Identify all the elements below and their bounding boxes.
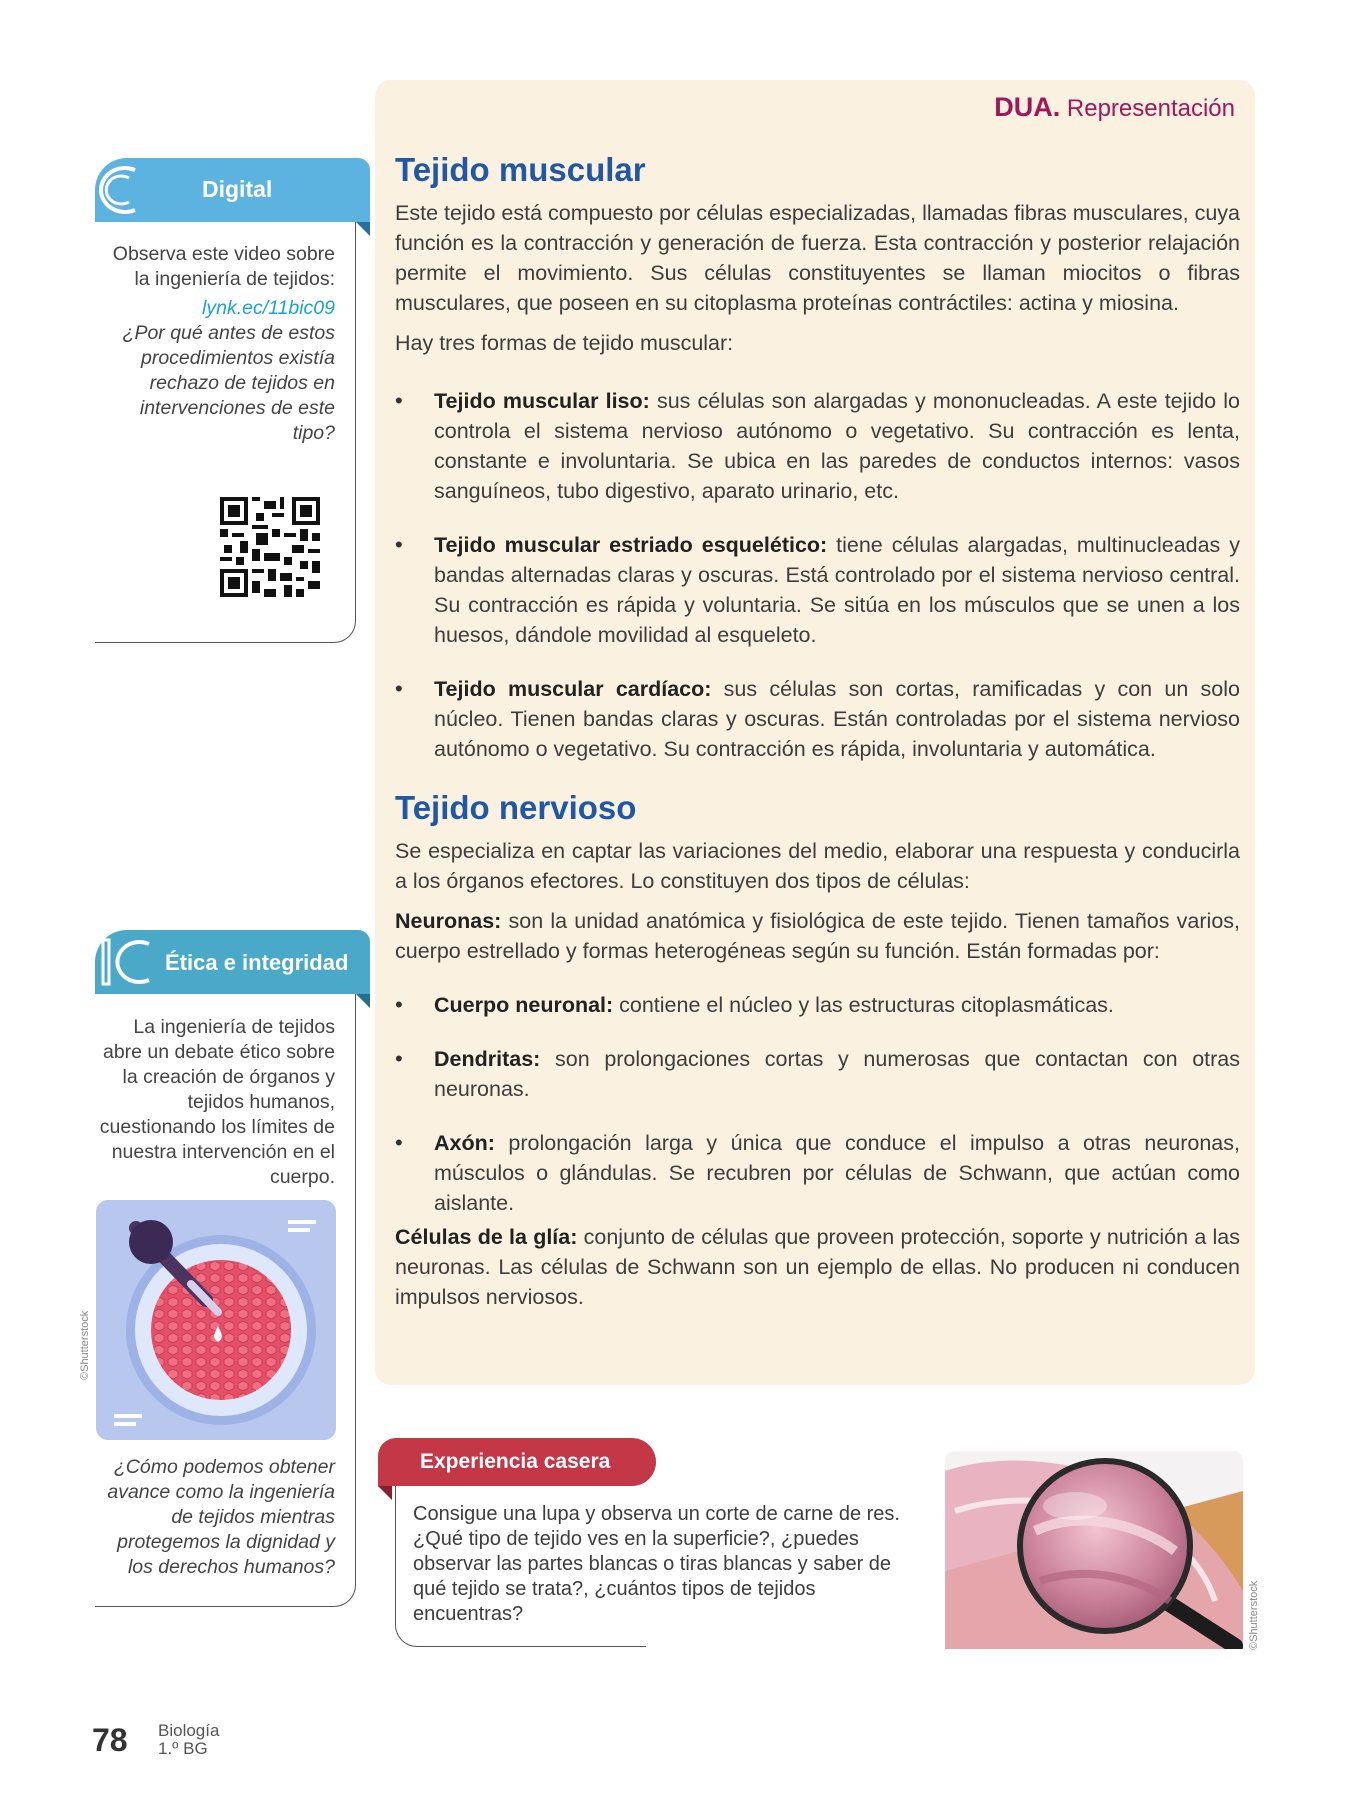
- glia-text: conjunto de células que proveen protección, soporte y nutrición a las neuronas. Las células de Schwann son un ejemplo de ellas. No producen ni conducen impulsos nerviosos.: [395, 1225, 1240, 1309]
- list-item: [395, 1044, 1240, 1104]
- footer-grade: 1.º BG: [158, 1739, 208, 1758]
- neuronas-paragraph: [395, 906, 1240, 966]
- muscular-intro: Este tejido está compuesto por células especializadas, llamadas fibras musculares, cuya función es la contracción y generación de fuerza. Esta contracción y posterior relajación permite el movimiento. Sus células constituyentes se llaman miocitos o fibras musculares, que poseen en su citoplasma proteínas contráctiles: actina y miosina.: [395, 201, 1240, 315]
- digital-text: [95, 242, 335, 446]
- etica-text: La ingeniería de tejidos abre un debate ético sobre la creación de órganos y tejidos humanos, cuestionando los límites de nuestra intervención en el cuerpo.: [99, 1016, 335, 1188]
- list-item-text: contiene el núcleo y las estructuras citoplasmáticas.: [613, 993, 1114, 1017]
- list-item-lead: Axón:: [434, 1131, 495, 1155]
- experiencia-text: Consigue una lupa y observa un corte de carne de res. ¿Qué tipo de tejido ves en la superficie?, ¿puedes observar las partes blancas o tiras blancas y saber de qué tejido se trata?, ¿cuántos tipos de tejidos encuentras?: [413, 1503, 900, 1625]
- digital-question: ¿Por qué antes de estos procedimientos existía rechazo de tejidos en intervenciones de este tipo?: [122, 322, 335, 444]
- list-item: [395, 386, 1240, 506]
- neuronas-text: son la unidad anatómica y fisiológica de este tejido. Tienen tamaños varios, cuerpo estrellado y formas heterogéneas según su función. Están formadas por:: [395, 909, 1240, 963]
- list-item-text: sus células son cortas, ramificadas y con un solo núcleo. Tienen bandas claras y oscuras. Están controladas por el sistema nervioso autónomo o vegetativo. Su contracción es rápida, involuntaria y automática.: [434, 677, 1240, 761]
- list-item: [395, 990, 1240, 1020]
- digital-title: Digital: [202, 176, 273, 202]
- list-item: [395, 674, 1240, 764]
- etica-image-credit: ©Shutterstock: [79, 1310, 91, 1380]
- list-item-text: prolongación larga y única que conduce el impulso a otras neuronas, músculos o glándulas. Se recubren por células de Schwann, que actúan como aislante.: [434, 1131, 1240, 1215]
- etica-header: [95, 930, 370, 994]
- nervioso-intro: Se especializa en captar las variaciones del medio, elaborar una respuesta y conducirla a los órganos efectores. Lo constituyen dos tipos de células:: [395, 839, 1240, 893]
- footer-subject: Biología: [158, 1721, 220, 1740]
- etica-question: ¿Cómo podemos obtener avance como la ingeniería de tejidos mientras protegemos la dignidad y los derechos humanos?: [107, 1456, 335, 1578]
- digital-description: Observa este video sobre la ingeniería de tejidos:: [112, 243, 335, 290]
- main-content: [395, 150, 1240, 1322]
- glia-lead: Células de la glía:: [395, 1225, 578, 1249]
- list-item-lead: Dendritas:: [434, 1047, 541, 1071]
- experiencia-notch: [378, 1486, 392, 1500]
- digital-notch: [356, 222, 370, 236]
- list-item-text: tiene células alargadas, multinucleadas y bandas alternadas claras y oscuras. Está controlado por el sistema nervioso central. Su contracción es rápida y voluntaria. Se sitúa en los músculos que se unen a los huesos, dándole movilidad al esqueleto.: [434, 533, 1240, 647]
- etica-title: Ética e integridad: [165, 950, 349, 975]
- experiencia-tag: Experiencia casera: [378, 1438, 656, 1486]
- etica-notch: [356, 994, 370, 1008]
- tissue-petri-dish-illustration: [96, 1200, 336, 1440]
- neurona-parts-list: [395, 990, 1240, 1218]
- dua-rest: Representación: [1060, 95, 1235, 122]
- muscular-forms-intro: Hay tres formas de tejido muscular:: [395, 331, 734, 355]
- digital-c-icon: [95, 162, 145, 218]
- experiencia-image-credit: ©Shutterstock: [1248, 1580, 1260, 1650]
- dua-bold: DUA.: [994, 92, 1061, 122]
- section-title-nervioso: Tejido nervioso: [395, 789, 637, 826]
- etica-ic-icon: [97, 934, 157, 990]
- list-item: [395, 530, 1240, 650]
- list-item-text: sus células son alargadas y mononucleadas. A este tejido lo controla el sistema nervioso autónomo o vegetativo. Su contracción es lenta, constante e involuntaria. Se ubica en las paredes de conductos internos: vasos sanguíneos, tubo digestivo, aparato urinario, etc.: [434, 389, 1240, 503]
- footer-subject-block: [158, 1722, 219, 1758]
- list-item-lead: Tejido muscular liso:: [434, 389, 650, 413]
- meat-magnifier-photo: [945, 1451, 1243, 1649]
- glia-paragraph: [395, 1222, 1240, 1312]
- muscular-list: [395, 386, 1240, 764]
- section-title-muscular: Tejido muscular: [395, 151, 646, 188]
- list-item-lead: Tejido muscular estriado esquelético:: [434, 533, 828, 557]
- neuronas-lead: Neuronas:: [395, 909, 502, 933]
- list-item: [395, 1128, 1240, 1218]
- list-item-lead: Cuerpo neuronal:: [434, 993, 614, 1017]
- digital-link[interactable]: lynk.ec/11bic09: [202, 297, 335, 319]
- qr-code-icon[interactable]: [220, 497, 320, 597]
- page-number: 78: [92, 1722, 128, 1758]
- digital-header: [95, 158, 370, 222]
- dua-label: [994, 92, 1235, 123]
- list-item-text: son prolongaciones cortas y numerosas que contactan con otras neuronas.: [434, 1047, 1240, 1101]
- list-item-lead: Tejido muscular cardíaco:: [434, 677, 712, 701]
